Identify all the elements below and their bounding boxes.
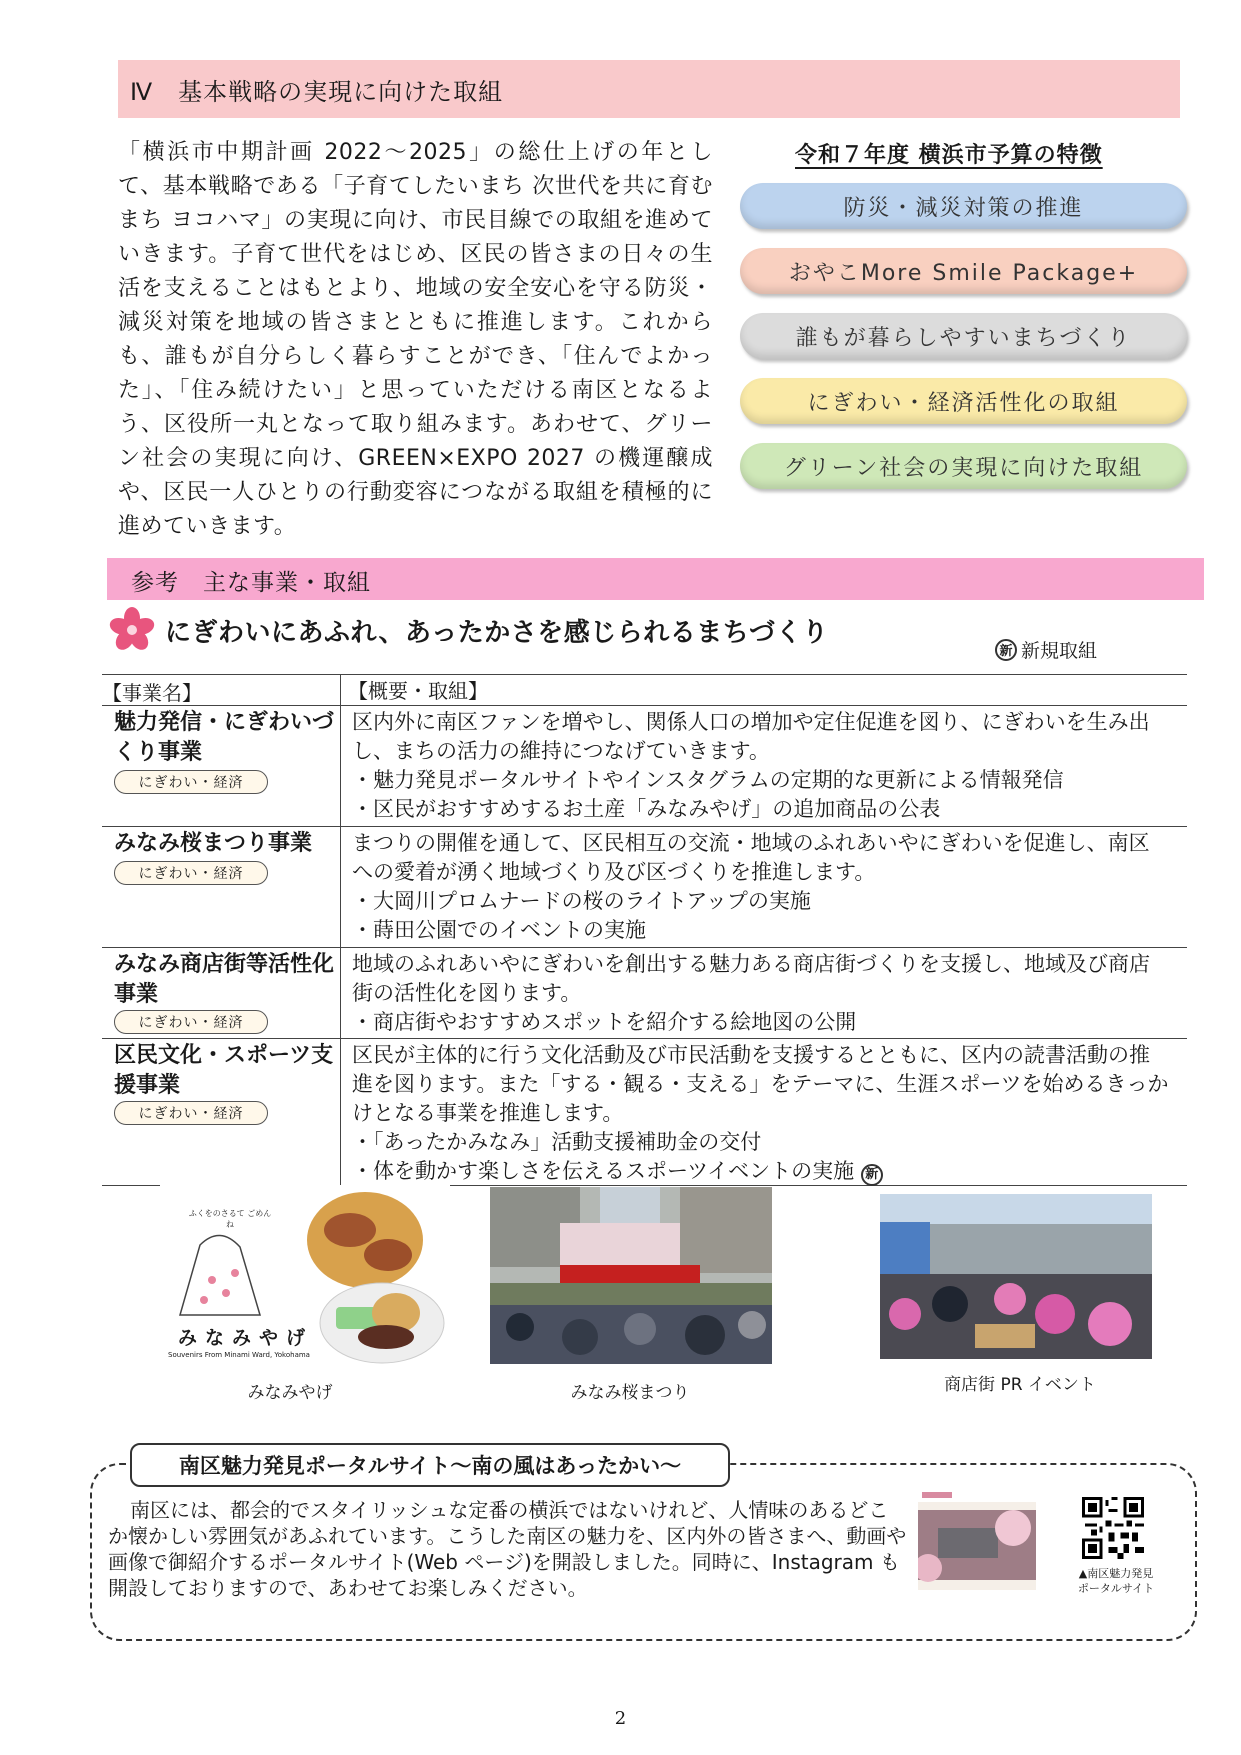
budget-item-green: グリーン社会の実現に向けた取組	[740, 443, 1187, 489]
reference-header	[107, 558, 1204, 600]
table-row	[102, 827, 1187, 948]
intro-paragraph: 「横浜市中期計画 2022～2025」の総仕上げの年として、基本戦略である「子育てしたいまち 次世代を共に育むまち ヨコハマ」の実現に向け、市民目線での取組を進めていきます。子育て世代をはじめ、区民の皆さまの日々の生活を支えることはもとより、地域の安全安心を守る防災・減災対策を地域の皆さまとともに推進します。これからも、誰もが自分らしく暮らすことができ、「住んでよかった」、「住み続けたい」と思っていただける南区となるよう、区役所一丸となって取り組みます。あわせて、グリーン社会の実現に向け、GREEN×EXPO 2027 の機運醸成や、区民一人ひとりの行動変容につながる取組を積極的に進めていきます。	[118, 140, 713, 539]
minamiyage-logo: みなみやげ	[178, 1327, 314, 1349]
qr-caption: ▲南区魅力発見 ポータルサイト	[1077, 1567, 1155, 1595]
table-row	[102, 948, 1187, 1039]
project-summary: 区内外に南区ファンを増やし、関係人口の増加や定住促進を図り、にぎわいを生み出し、まちの活力の維持につなげていきます。	[352, 710, 1150, 763]
budget-item-livable: 誰もが暮らしやすいまちづくり	[740, 313, 1187, 359]
photo-caption: 商店街 PR イベント	[944, 1375, 1096, 1395]
minamiyage-note: ふくをのさるて ごめんね	[188, 1209, 272, 1229]
page-number: 2	[614, 1708, 627, 1729]
project-summary: 地域のふれあいやにぎわいを創出する魅力ある商店街づくりを支援し、地域及び商店街の活性化を図ります。	[352, 952, 1150, 1005]
theme-title: にぎわいにあふれ、あったかさを感じられるまちづくり	[165, 618, 829, 648]
bullet-item: ・体を動かす楽しさを伝えるスポーツイベントの実施 新	[352, 1157, 1169, 1186]
section-title: Ⅳ 基本戦略の実現に向けた取組	[130, 78, 504, 106]
project-name: 区民文化・スポーツ支援事業	[114, 1043, 334, 1098]
project-name: 魅力発信・にぎわいづくり事業	[114, 710, 335, 765]
table-header	[102, 674, 1187, 706]
new-icon: 新	[995, 639, 1017, 661]
sakura-festival-photo	[490, 1187, 772, 1364]
new-icon: 新	[861, 1164, 883, 1186]
shotengai-event-photo	[880, 1194, 1152, 1359]
project-name: みなみ商店街等活性化事業	[114, 952, 335, 1007]
portal-text: 南区には、都会的でスタイリッシュな定番の横浜ではないけれど、人情味のあるどこか懐かしい雰囲気があふれています。こうした南区の魅力を、区内外の皆さまへ、動画や画像で御紹介するポータルサイト(Web ページ)を開設しました。同時に、Instagram も開設しておりますので、あわせてお楽しみください。	[108, 1498, 907, 1600]
projects-table	[102, 674, 1187, 1186]
category-tag: にぎわい・経済	[114, 1101, 268, 1125]
category-tag: にぎわい・経済	[114, 861, 268, 885]
qr-code-icon[interactable]	[1082, 1497, 1144, 1559]
bullet-item: ・蒔田公園でのイベントの実施	[352, 918, 646, 942]
photo-caption: みなみやげ	[247, 1383, 333, 1403]
bullet-item: ・大岡川プロムナードの桜のライトアップの実施	[352, 889, 811, 913]
project-summary: 区民が主体的に行う文化活動及び市民活動を支援するとともに、区内の読書活動の推進を図ります。また「する・観る・支える」をテーマに、生涯スポーツを始めるきっかけとなる事業を推進します。	[352, 1043, 1169, 1125]
budget-title: 令和７年度 横浜市予算の特徴	[795, 143, 1103, 168]
reference-title: 参考 主な事業・取組	[131, 570, 371, 596]
budget-item-vitality: にぎわい・経済活性化の取組	[740, 378, 1187, 424]
budget-item-disaster: 防災・減災対策の推進	[740, 183, 1187, 229]
bullet-item: ・商店街やおすすめスポットを紹介する絵地図の公開	[352, 1010, 857, 1034]
table-row	[102, 1039, 1187, 1186]
sakura-icon	[105, 606, 159, 652]
table-row	[102, 706, 1187, 827]
new-legend	[995, 636, 1097, 663]
category-tag: にぎわい・経済	[114, 1010, 268, 1034]
minamiyage-subtitle: Souvenirs From Minami Ward, Yokohama	[168, 1351, 310, 1359]
bullet-item: ・区民がおすすめするお土産「みなみやげ」の追加商品の公表	[352, 797, 941, 821]
bullet-item: ・「あったかみなみ」活動支援補助金の交付	[352, 1130, 762, 1154]
portal-title: 南区魅力発見ポータルサイト～南の風はあったかい～	[130, 1443, 730, 1487]
section-header	[118, 60, 1180, 118]
budget-item-oyako: おやこMore Smile Package+	[740, 248, 1187, 294]
col2-header: 【概要・取組】	[348, 679, 488, 703]
col1-header: 【事業名】	[102, 681, 202, 705]
portal-site-thumbnail[interactable]	[918, 1488, 1036, 1590]
project-name: みなみ桜まつり事業	[114, 831, 313, 856]
minamiyage-photo	[160, 1185, 450, 1370]
new-legend-label: 新規取組	[1021, 640, 1098, 662]
photo-caption: みなみ桜まつり	[570, 1383, 690, 1403]
project-summary: まつりの開催を通して、区民相互の交流・地域のふれあいやにぎわいを促進し、南区への愛着が湧く地域づくり及び区づくりを推進します。	[352, 831, 1150, 884]
bullet-item: ・魅力発見ポータルサイトやインスタグラムの定期的な更新による情報発信	[352, 768, 1064, 792]
category-tag: にぎわい・経済	[114, 770, 268, 794]
